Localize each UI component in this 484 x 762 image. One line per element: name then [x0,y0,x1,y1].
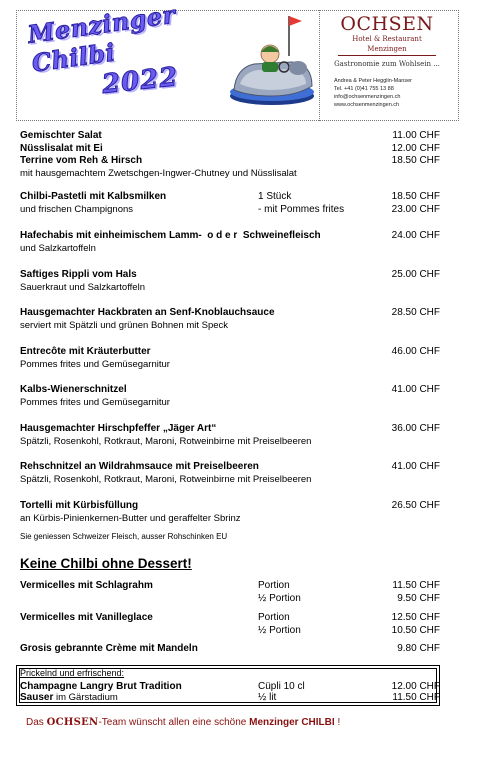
menu-item-name: Kalbs-Wienerschnitzel [20,384,127,395]
menu-item-name: Terrine vom Reh & Hirsch [20,155,143,166]
menu-item-hirschpfeffer [20,423,440,448]
menu-item-name: Saftiges Rippli vom Hals [20,269,137,280]
menu-item-description: mit hausgemachtem Zwetschgen-Ingwer-Chutney und Nüsslisalat [20,167,297,179]
dessert-item-creme [20,643,440,656]
restaurant-logo-block [334,14,440,110]
menu-item-price: 26.50 CHF [391,500,440,511]
footer-event: Menzinger CHILBI [249,717,335,728]
contact-names: Andrea & Peter Hegglin-Manser [334,78,412,84]
menu-item-name: Gemischter Salat [20,130,102,141]
dessert-name: Vermicelles mit Vanilleglace [20,612,153,623]
drink-price: 11.50 CHF [392,692,440,703]
menu-item-description: Spätzli, Rosenkohl, Rotkraut, Maroni, Rotweinbirne mit Preiselbeeren [20,473,312,485]
menu-item-description: Pommes frites und Gemüsegarnitur [20,358,170,370]
dessert-item-vermicelles-glace [20,612,440,637]
menu-item-portion: - mit Pommes frites [258,203,345,215]
menu-item-description: serviert mit Spätzli und grünen Bohnen mit Speck [20,319,229,331]
dessert-price: 9.80 CHF [397,643,440,654]
logo-subtitle: Hotel & Restaurant Menzingen [352,35,422,53]
dessert-price: 9.50 CHF [397,592,440,604]
menu-item-description: an Kürbis-Pinienkernen-Butter und geraffelter Sbrinz [20,512,241,524]
meat-origin-note: Sie geniessen Schweizer Fleisch, ausser Rohschinken EU [20,532,228,541]
footer-suffix: ! [334,717,341,728]
drink-price: 12.00 CHF [391,681,440,692]
footer-middle: -Team wünscht allen eine schöne [98,717,250,728]
menu-item-name: Entrecôte mit Kräuterbutter [20,346,151,357]
menu-item-description: und frischen Champignons [20,203,134,215]
drink-portion: Cüpli 10 cl [258,681,305,692]
drink-name: Champagne Langry Brut Tradition [20,681,182,692]
menu-item-price: 12.00 CHF [391,142,440,154]
dessert-item-vermicelles-schlagrahm [20,580,440,605]
menu-item-price: 28.50 CHF [391,307,440,318]
menu-item-price: 46.00 CHF [391,346,440,357]
menu-item-tortelli [20,500,440,525]
menu-item-description: Spätzli, Rosenkohl, Rotkraut, Maroni, Rotweinbirne mit Preiselbeeren [20,435,312,447]
menu-item-price: 41.00 CHF [391,461,440,472]
menu-item-price: 36.00 CHF [391,423,440,434]
title-line-2: 2022 [100,62,180,100]
drink-name-suffix: im Gärstadium [53,692,118,703]
menu-item-pastetli [20,191,440,216]
logo-name: OCHSEN [340,13,434,35]
menu-item-portion: 1 Stück [258,191,292,202]
contact-website[interactable]: www.ochsenmenzingen.ch [334,102,400,108]
drink-portion: ½ lit [258,692,277,703]
menu-item-name: Hausgemachter Hackbraten an Senf-Knoblauchsauce [20,307,275,318]
dessert-name: Grosis gebrannte Crème mit Mandeln [20,643,198,654]
menu-item-name: Hafechabis mit einheimischem Lamm- o d e r Schweinefleisch [20,230,321,241]
dessert-portion: Portion [258,612,290,623]
menu-item-price: 18.50 CHF [391,155,440,166]
dessert-price: 11.50 CHF [392,580,440,591]
menu-item-rippli [20,269,440,294]
menu-item-name: Nüsslisalat mit Ei [20,142,103,154]
menu-item-name: Hausgemachter Hirschpfeffer „Jäger Art“ [20,423,217,434]
footer-prefix: Das [26,717,47,728]
dessert-name: Vermicelles mit Schlagrahm [20,580,153,591]
drinks-title: Prickelnd und erfrischend: [20,668,125,678]
contact-info [334,77,440,109]
logo-divider [338,55,436,56]
menu-item-price: 25.00 CHF [391,269,440,280]
dessert-portion: Portion [258,580,290,591]
menu-item-price: 11.00 CHF [392,130,440,141]
menu-item-price: 23.00 CHF [391,203,440,215]
dessert-price: 12.50 CHF [391,612,440,623]
drink-name: Sauser [20,692,54,703]
menu-item-description: Pommes frites und Gemüsegarnitur [20,396,170,408]
contact-email[interactable]: info@ochsenmenzingen.ch [334,94,401,100]
header-divider [319,10,320,121]
bumper-car-illustration [226,12,318,108]
dessert-heading: Keine Chilbi ohne Dessert! [20,556,192,571]
menu-item-salads [20,130,440,180]
menu-item-description: Sauerkraut und Salzkartoffeln [20,281,145,293]
menu-item-name: Rehschnitzel an Wildrahmsauce mit Preiselbeeren [20,461,259,472]
menu-item-price: 24.00 CHF [391,230,440,241]
dessert-portion: ½ Portion [258,624,301,636]
menu-item-entrecote [20,346,440,371]
menu-item-name: Tortelli mit Kürbisfüllung [20,500,139,511]
footer-brand: OCHSEN [46,717,99,728]
menu-item-name: Chilbi-Pastetli mit Kalbsmilken [20,191,167,202]
menu-item-description: und Salzkartoffeln [20,242,96,254]
menu-item-price: 41.00 CHF [391,384,440,395]
menu-item-wienerschnitzel [20,384,440,409]
drink-item-sauser [20,692,440,705]
dessert-price: 10.50 CHF [391,624,440,636]
menu-item-rehschnitzel [20,461,440,486]
chilbi-title-art [24,0,234,111]
logo-slogan: Gastronomie zum Wohlsein ... [334,60,440,68]
menu-item-hackbraten [20,307,440,332]
dessert-portion: ½ Portion [258,592,301,604]
contact-phone: Tel. +41 (0)41 755 13 88 [334,86,394,92]
menu-item-hafechabis [20,230,440,255]
menu-item-price: 18.50 CHF [391,191,440,202]
footer-greeting [26,717,340,728]
title-line-1: Menzinger Chilbi [25,0,178,78]
